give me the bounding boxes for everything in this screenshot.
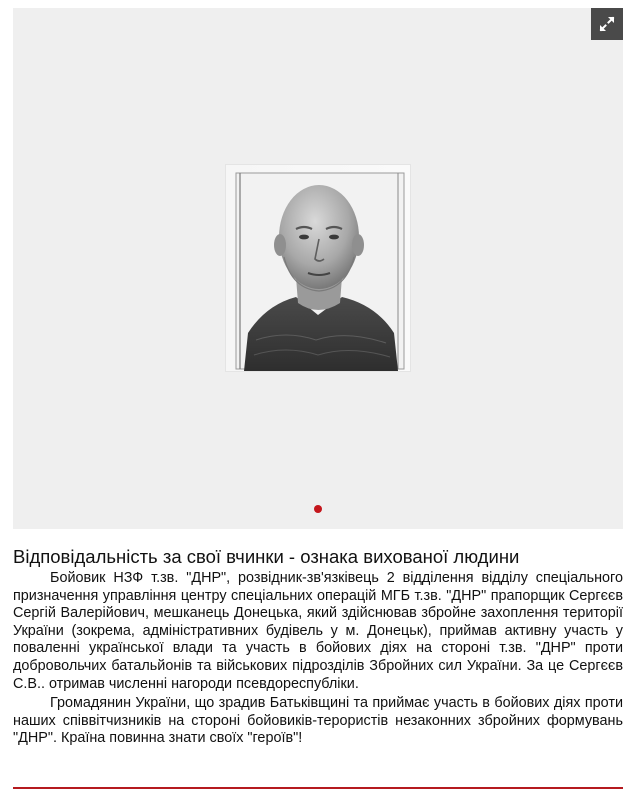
suspect-photo[interactable] [226,165,410,371]
photo-gallery[interactable] [13,8,623,529]
slide-indicator [13,505,623,513]
article-paragraph: Громадянин України, що зрадив Батьківщині та приймає участь в бойових діях проти наших співвітчизників на стороні бойовиків-терористів незаконних збройних формувань "ДНР". Країна повинна знати своїх "героїв"! [13,695,623,747]
article-body [13,546,623,748]
expand-arrows-icon [598,15,616,33]
article-paragraph: Бойовик НЗФ т.зв. "ДНР", розвідник-зв'язківець 2 відділення відділу спеціального призначення управління центру спеціальних операцій МГБ т.зв. "ДНР" прапорщик Сергєєв Сергій Валерійович, мешканець Донецька, який здійснював збройне захоплення території України (зокрема, адміністративних будівель у м. Донецьк), приймав активну участь у поваленні української влади та участь в бойових діях на стороні т.зв. "ДНР" проти добровольчих батальйонів та військових підрозділів Збройних сил України. За це Сергєєв С.В.. отримав численні нагороди псевдореспубліки. [13,570,623,692]
slide-dot-active[interactable] [314,505,322,513]
article-headline: Відповідальність за свої вчинки - ознака вихованої людини [13,546,520,567]
fullscreen-button[interactable] [591,8,623,40]
bottom-divider [13,787,623,789]
